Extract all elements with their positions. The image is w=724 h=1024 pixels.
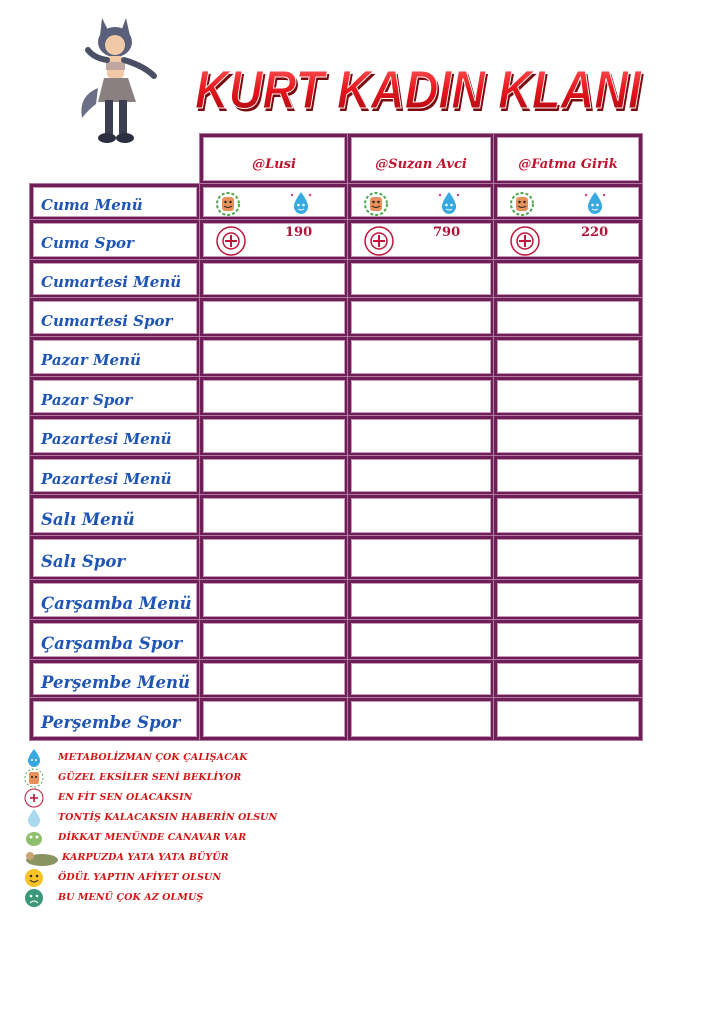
row-label: Cumartesi Menü	[41, 273, 182, 291]
schedule-cell[interactable]	[348, 620, 494, 660]
schedule-cell[interactable]	[494, 184, 642, 220]
schedule-cell[interactable]	[494, 337, 642, 377]
happy-face-icon	[213, 189, 243, 217]
schedule-cell[interactable]	[200, 260, 348, 298]
row-label-cell	[30, 184, 200, 220]
legend-text: METABOLİZMAN ÇOK ÇALIŞACAK	[58, 752, 248, 763]
row-label: Perşembe Menü	[41, 673, 190, 692]
row-label: Çarşamba Spor	[41, 634, 183, 653]
schedule-cell[interactable]	[200, 416, 348, 456]
schedule-cell[interactable]	[494, 298, 642, 337]
fitness-stamp-icon	[215, 225, 247, 257]
sport-score-value: 190	[285, 225, 313, 240]
row-label: Pazar Menü	[41, 351, 141, 369]
row-label: Çarşamba Menü	[41, 594, 192, 613]
schedule-cell[interactable]	[348, 536, 494, 580]
row-label: Perşembe Spor	[41, 713, 181, 732]
legend-text: DİKKAT MENÜNDE CANAVAR VAR	[58, 832, 247, 843]
schedule-cell[interactable]	[348, 377, 494, 416]
sad-face-icon	[24, 888, 44, 908]
row-label: Salı Menü	[41, 509, 135, 529]
row-label: Pazartesi Menü	[41, 469, 172, 488]
fitness-stamp-icon	[509, 225, 541, 257]
wolf-girl-mascot-image	[74, 14, 164, 154]
legend-text: EN FİT SEN OLACAKSIN	[58, 792, 193, 803]
row-label-cell	[30, 337, 200, 377]
row-label: Salı Spor	[41, 552, 126, 571]
legend-item	[24, 828, 344, 848]
schedule-cell[interactable]	[348, 337, 494, 377]
schedule-cell[interactable]	[348, 698, 494, 740]
row-label-cell	[30, 580, 200, 620]
schedule-cell[interactable]	[494, 220, 642, 260]
schedule-cell[interactable]	[348, 660, 494, 698]
sport-score-value: 220	[581, 225, 609, 240]
column-header-cell	[494, 134, 642, 184]
happy-face-icon	[507, 189, 537, 217]
schedule-cell[interactable]	[200, 456, 348, 495]
monster-icon	[24, 828, 44, 848]
schedule-cell[interactable]	[348, 580, 494, 620]
column-header-name: @Lusi	[252, 157, 296, 172]
legend-item	[24, 748, 344, 768]
happy-face-icon	[24, 768, 44, 788]
schedule-cell[interactable]	[200, 184, 348, 220]
row-label-cell	[30, 298, 200, 337]
legend-item	[24, 768, 344, 788]
schedule-cell[interactable]	[348, 220, 494, 260]
row-label: Pazartesi Menü	[41, 430, 172, 448]
schedule-cell[interactable]	[494, 416, 642, 456]
schedule-cell[interactable]	[348, 184, 494, 220]
fitness-stamp-icon	[24, 788, 44, 808]
water-drop-icon	[24, 748, 44, 768]
water-drop-icon	[581, 189, 609, 217]
schedule-cell[interactable]	[200, 620, 348, 660]
schedule-cell[interactable]	[200, 698, 348, 740]
schedule-cell[interactable]	[200, 298, 348, 337]
legend-text: BU MENÜ ÇOK AZ OLMUŞ	[58, 892, 204, 903]
sport-score-value: 790	[433, 225, 461, 240]
row-label-cell	[30, 377, 200, 416]
column-header-name: @Suzan Avci	[375, 157, 467, 172]
schedule-cell[interactable]	[348, 495, 494, 536]
row-label: Cuma Spor	[41, 234, 134, 252]
legend-text: TONTİŞ KALACAKSIN HABERİN OLSUN	[58, 812, 278, 823]
row-label: Cuma Menü	[41, 196, 143, 214]
legend-text: KARPUZDA YATA YATA BÜYÜR	[62, 852, 229, 863]
column-header-cell	[200, 134, 348, 184]
schedule-cell[interactable]	[494, 456, 642, 495]
legend-item	[24, 808, 344, 828]
schedule-cell[interactable]	[494, 260, 642, 298]
schedule-cell[interactable]	[200, 337, 348, 377]
page-title-shadow: KURT KADIN KLANI	[197, 63, 644, 122]
schedule-table	[30, 134, 646, 740]
lying-figure-icon	[24, 848, 60, 868]
legend-item	[24, 788, 344, 808]
schedule-cell[interactable]	[200, 536, 348, 580]
legend-item	[24, 868, 344, 888]
row-label: Cumartesi Spor	[41, 311, 173, 330]
column-header-name: @Fatma Girik	[518, 157, 618, 172]
schedule-cell[interactable]	[200, 495, 348, 536]
legend-item	[24, 848, 344, 868]
schedule-cell[interactable]	[494, 495, 642, 536]
row-label-cell	[30, 698, 200, 740]
fitness-stamp-icon	[363, 225, 395, 257]
row-label-cell	[30, 220, 200, 260]
schedule-cell[interactable]	[494, 660, 642, 698]
schedule-cell[interactable]	[494, 377, 642, 416]
row-label-cell	[30, 416, 200, 456]
page-title: KURT KADIN KLANI	[195, 60, 642, 120]
legend-text: ÖDÜL YAPTIN AFİYET OLSUN	[58, 872, 222, 883]
row-label-cell	[30, 536, 200, 580]
water-drop-icon	[287, 189, 315, 217]
row-label-cell	[30, 660, 200, 698]
row-label-cell	[30, 620, 200, 660]
happy-face-icon	[361, 189, 391, 217]
column-header-cell	[348, 134, 494, 184]
schedule-cell[interactable]	[348, 260, 494, 298]
schedule-cell[interactable]	[494, 536, 642, 580]
schedule-cell[interactable]	[348, 456, 494, 495]
schedule-cell[interactable]	[200, 220, 348, 260]
schedule-cell[interactable]	[200, 377, 348, 416]
schedule-cell[interactable]	[494, 580, 642, 620]
row-label-cell	[30, 260, 200, 298]
schedule-cell[interactable]	[200, 580, 348, 620]
schedule-cell[interactable]	[494, 698, 642, 740]
row-label-cell	[30, 495, 200, 536]
schedule-cell[interactable]	[348, 298, 494, 337]
smiley-award-icon	[24, 868, 44, 888]
light-drop-icon	[24, 808, 44, 828]
schedule-cell[interactable]	[348, 416, 494, 456]
schedule-cell[interactable]	[200, 660, 348, 698]
row-label: Pazar Spor	[41, 390, 133, 409]
schedule-cell[interactable]	[494, 620, 642, 660]
legend-text: GÜZEL EKSİLER SENİ BEKLİYOR	[58, 772, 242, 783]
row-label-cell	[30, 456, 200, 495]
water-drop-icon	[435, 189, 463, 217]
page-title-banner	[188, 52, 648, 122]
legend-item	[24, 888, 344, 908]
